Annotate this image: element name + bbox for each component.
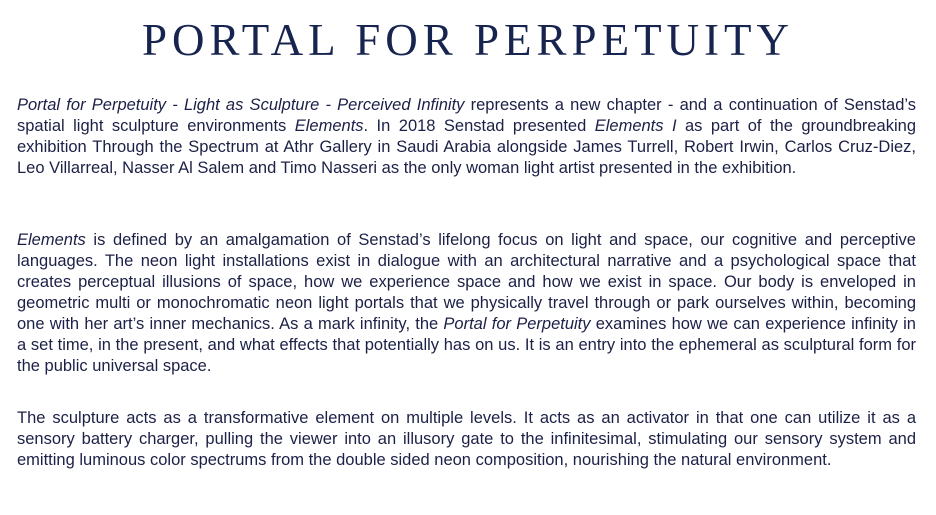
italic-elements: Elements xyxy=(294,117,364,135)
paragraph-text: examines how we can experience infinity in a set time, in the present, and what effects that potentially has on us. It is an entry into the ephemeral as sculptural form for the public universal space. xyxy=(17,315,916,375)
paragraph-text: as part of the groundbreaking exhibition Through the Spectrum at Athr Gallery in Saudi Arabia alongside James Turrell, Robert Irwin, Carlos Cruz-Diez, Leo Villarreal, Nasser Al Salem and Timo Nasseri as the only woman light artist presented in the exhibition. xyxy=(17,117,916,177)
page-title: PORTAL FOR PERPETUITY xyxy=(141,15,795,65)
paragraph-intro xyxy=(17,95,916,179)
italic-portal-title: Portal for Perpetuity xyxy=(443,315,591,333)
italic-work-title: Portal for Perpetuity - Light as Sculpture - Perceived Infinity xyxy=(17,96,465,114)
italic-elements-i: Elements I xyxy=(594,117,677,135)
italic-elements: Elements xyxy=(17,231,86,249)
paragraph-text: . In 2018 Senstad presented xyxy=(363,117,595,135)
paragraph-text: The sculpture acts as a transformative element on multiple levels. It acts as an activator in that one can utilize it as a sensory battery charger, pulling the viewer into an illusory gate to the infinitesimal, stimulating our sensory system and emitting luminous color spectrums from the double sided neon composition, nourishing the natural environment. xyxy=(17,409,916,469)
paragraph-elements xyxy=(17,230,916,377)
paragraph-sculpture xyxy=(17,408,916,471)
paragraph-text: is defined by an amalgamation of Senstad’s lifelong focus on light and space, our cognitive and perceptive languages. The neon light installations exist in dialogue with an architectural narrative and a psychological space that creates perceptual illusions of space, how we experience space and how we exist in space. Our body is enveloped in geometric multi or monochromatic neon light portals that we physically travel through or park ourselves within, becoming one with her art’s inner mechanics. As a mark infinity, the xyxy=(17,231,916,333)
paragraph-text: represents a new chapter - and a continuation of Senstad’s spatial light sculpture environments xyxy=(17,96,917,135)
